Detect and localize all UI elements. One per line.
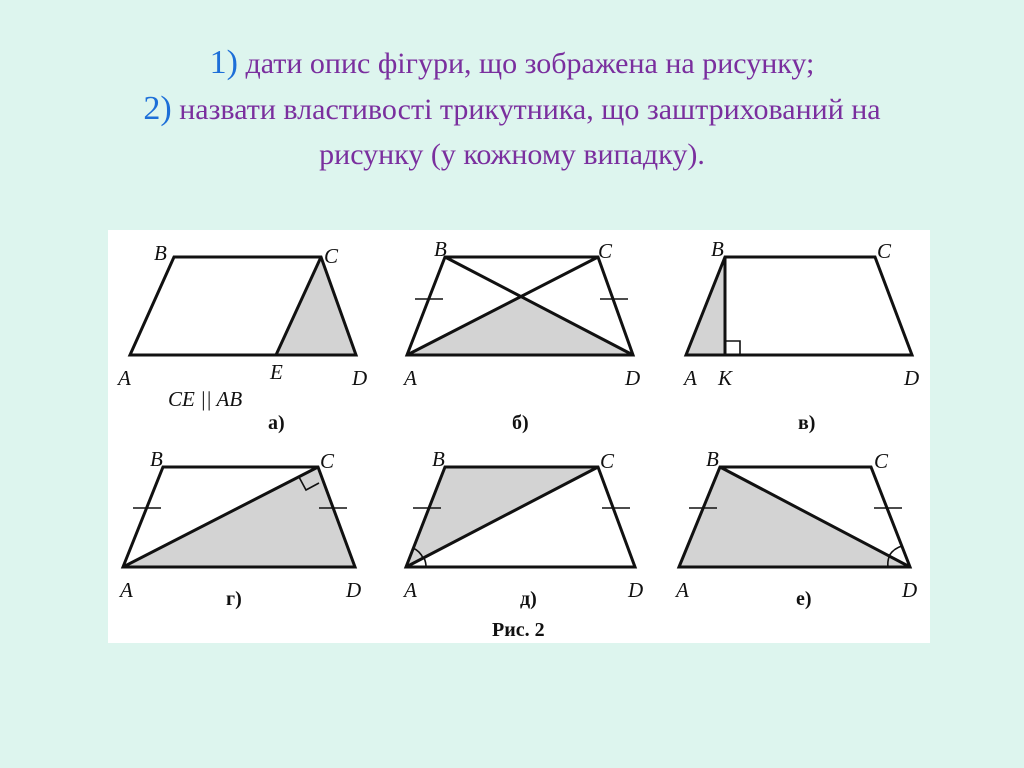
figure-b-label-a: A: [404, 366, 417, 390]
figure-a-caption: а): [268, 412, 285, 434]
figure-v-label-k: K: [718, 366, 733, 390]
task-text-2: назвати властивості трикутника, що заштрихований на: [179, 93, 881, 126]
figure-g-label-d: D: [346, 578, 362, 602]
task-line-2: [0, 86, 1024, 132]
figure-v: [682, 237, 919, 434]
figures-svg: [108, 230, 930, 643]
figure-caption: Рис. 2: [492, 619, 545, 641]
figure-b-label-b: B: [434, 237, 447, 261]
figure-a: [116, 241, 367, 434]
figure-g-caption: г): [226, 588, 242, 610]
figure-b-shaded-triangle: [407, 298, 633, 355]
task-number-1: 1): [209, 44, 238, 81]
figure-e-label-a: A: [676, 578, 689, 602]
figure-a-label-b: B: [154, 241, 167, 265]
figure-d-label-a: A: [404, 578, 417, 602]
figure-g: [118, 447, 361, 610]
figure-v-right-angle-mark: [725, 341, 740, 355]
figure-v-label-c: C: [877, 239, 892, 263]
figure-a-shaded-triangle: [276, 257, 356, 355]
figure-g-label-c: C: [320, 449, 335, 473]
figure-b: [402, 237, 640, 434]
figure-d-label-b: B: [432, 447, 445, 471]
figure-d-label-c: C: [600, 449, 615, 473]
figure-e: [674, 447, 917, 610]
figure-g-label-a: A: [120, 578, 133, 602]
task-number-2: 2): [143, 90, 172, 127]
figure-panel: [108, 230, 930, 643]
figure-v-caption: в): [798, 412, 816, 434]
task-line-3: рисунку (у кожному випадку).: [319, 138, 705, 171]
figure-a-condition: CE || AB: [168, 387, 243, 411]
figure-b-caption: б): [512, 412, 529, 434]
figure-e-label-b: B: [706, 447, 719, 471]
figure-v-label-d: D: [904, 366, 920, 390]
figure-a-label-d: D: [352, 366, 368, 390]
figure-e-caption: е): [796, 588, 812, 610]
figure-b-label-d: D: [625, 366, 641, 390]
figure-a-label-a: A: [118, 366, 131, 390]
figure-v-label-a: A: [684, 366, 697, 390]
figure-d: [402, 447, 643, 610]
figure-e-label-d: D: [902, 578, 918, 602]
figure-e-label-c: C: [874, 449, 889, 473]
task-text-1: дати опис фігури, що зображена на рисунку;: [245, 47, 815, 80]
figure-e-angle-mark-1: [889, 546, 902, 556]
figure-g-label-b: B: [150, 447, 163, 471]
figure-a-label-e: E: [270, 360, 283, 384]
task-line-1: [0, 40, 1024, 86]
figure-v-label-b: B: [711, 237, 724, 261]
figure-b-label-c: C: [598, 239, 613, 263]
figure-a-label-c: C: [324, 244, 339, 268]
figure-d-label-d: D: [628, 578, 644, 602]
task-text: [0, 40, 1024, 177]
figure-d-caption: д): [520, 588, 537, 610]
